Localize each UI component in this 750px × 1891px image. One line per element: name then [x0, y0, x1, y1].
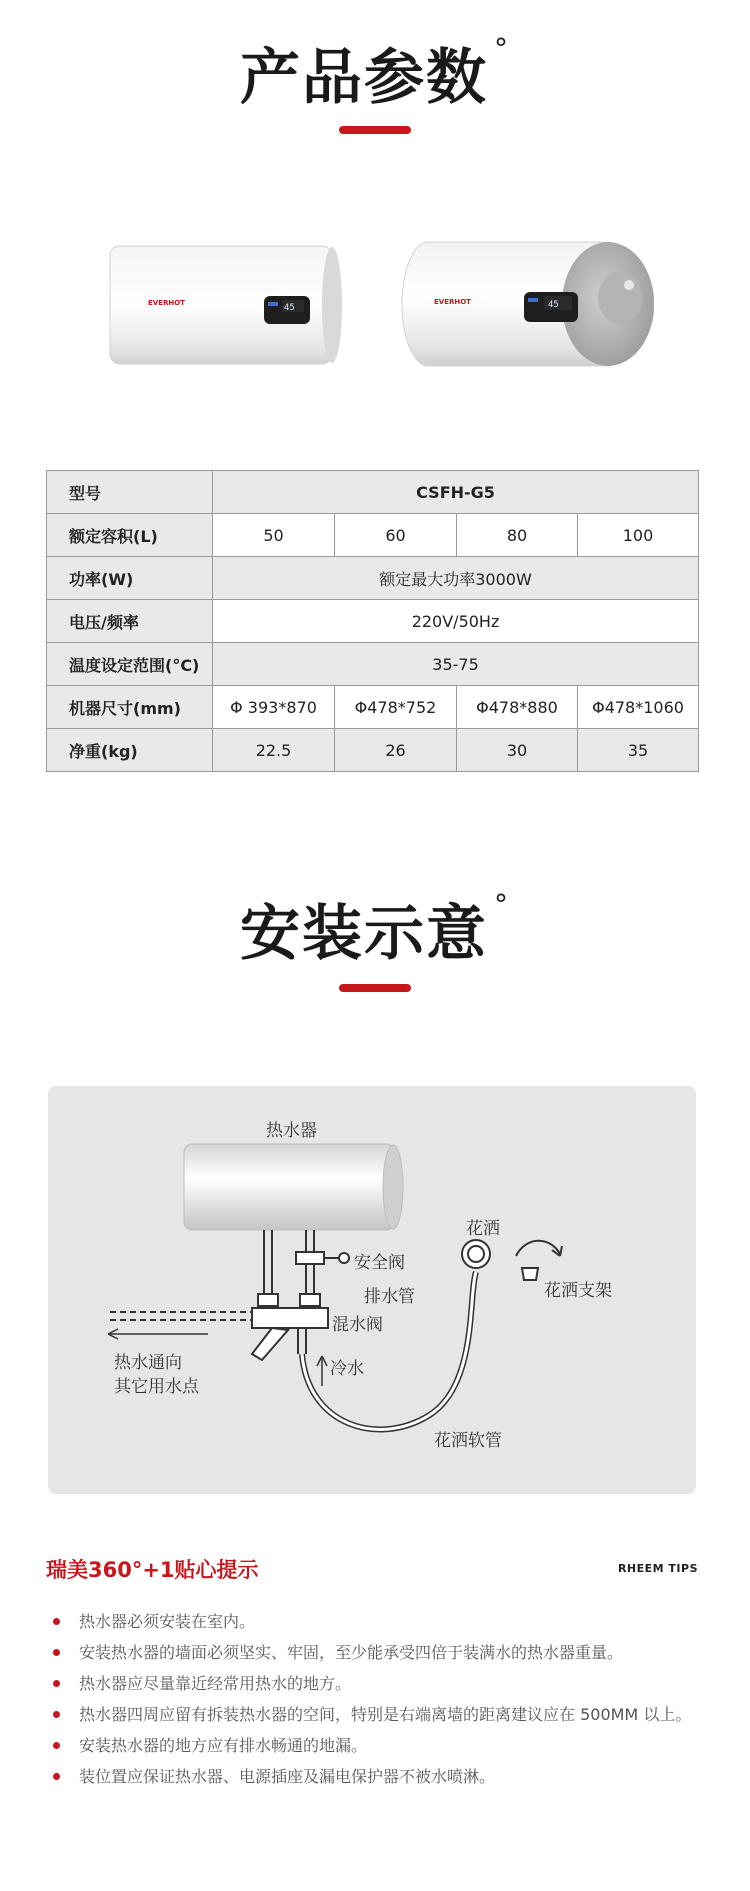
- table-cell: 35: [578, 729, 699, 772]
- table-cell: 100: [578, 514, 699, 557]
- table-row: [47, 514, 699, 557]
- brand-logo-left: EVERHOT: [148, 299, 185, 307]
- label-hot-water-1: 热水通向: [114, 1353, 182, 1373]
- label-cold-water: 冷水: [330, 1359, 364, 1379]
- table-row: [47, 729, 699, 772]
- install-title: 安装示意 °: [240, 888, 510, 969]
- table-cell: Φ 393*870: [213, 686, 335, 729]
- label-shower: 花洒: [466, 1219, 500, 1239]
- table-cell: 80: [457, 514, 578, 557]
- list-item: 安装热水器的地方应有排水畅通的地漏。: [46, 1730, 706, 1761]
- list-item: 热水器必须安装在室内。: [46, 1606, 706, 1637]
- list-item: 热水器应尽量靠近经常用热水的地方。: [46, 1668, 706, 1699]
- label-safety-valve: 安全阀: [354, 1253, 405, 1273]
- table-cell: 26: [335, 729, 457, 772]
- water-heater-image-left: [108, 244, 344, 370]
- tips-title: 瑞美360°+1贴心提示: [46, 1558, 259, 1582]
- table-cell: 220V/50Hz: [213, 600, 699, 643]
- table-row: [47, 686, 699, 729]
- spec-table: [46, 470, 699, 772]
- bullet-icon: [53, 1618, 60, 1625]
- brand-logo-right: EVERHOT: [434, 298, 471, 306]
- table-cell: 50: [213, 514, 335, 557]
- table-row: [47, 557, 699, 600]
- tips-title-en: RHEEM TIPS: [617, 1562, 698, 1575]
- table-cell: 60: [335, 514, 457, 557]
- bullet-icon: [53, 1773, 60, 1780]
- bullet-icon: [53, 1680, 60, 1687]
- table-cell: 22.5: [213, 729, 335, 772]
- water-heater-image-right: [398, 238, 654, 374]
- heater-display-left: 45: [284, 303, 295, 313]
- installation-diagram: [48, 1086, 696, 1494]
- table-cell: Φ478*752: [335, 686, 457, 729]
- row-label: 功率(W): [47, 557, 213, 600]
- list-item: 装位置应保证热水器、电源插座及漏电保护器不被水喷淋。: [46, 1761, 706, 1792]
- row-label: 机器尺寸(mm): [47, 686, 213, 729]
- title-underline: [339, 984, 411, 992]
- label-shower-hose: 花洒软管: [434, 1431, 502, 1451]
- table-row: [47, 643, 699, 686]
- list-item: 安装热水器的墙面必须坚实、牢固，至少能承受四倍于装满水的热水器重量。: [46, 1637, 706, 1668]
- row-label: 型号: [47, 471, 213, 514]
- table-row: [47, 471, 699, 514]
- table-cell: CSFH-G5: [213, 471, 699, 514]
- list-item: 热水器四周应留有拆装热水器的空间，特别是右端离墙的距离建议应在 500MM 以上。: [46, 1699, 706, 1730]
- degree-mark: °: [494, 888, 510, 921]
- row-label: 额定容积(L): [47, 514, 213, 557]
- bullet-icon: [53, 1711, 60, 1718]
- heater-display-right: 45: [548, 300, 559, 310]
- params-title: 产品参数 °: [240, 32, 510, 113]
- table-cell: Φ478*880: [457, 686, 578, 729]
- table-cell: 30: [457, 729, 578, 772]
- table-row: [47, 600, 699, 643]
- degree-mark: °: [494, 32, 510, 65]
- tips-list: [46, 1606, 706, 1792]
- label-drain-pipe: 排水管: [364, 1287, 415, 1307]
- label-mixing-valve: 混水阀: [332, 1315, 383, 1335]
- table-cell: 35-75: [213, 643, 699, 686]
- bullet-icon: [53, 1649, 60, 1656]
- row-label: 净重(kg): [47, 729, 213, 772]
- label-hot-water-2: 其它用水点: [114, 1377, 199, 1397]
- row-label: 温度设定范围(°C): [47, 643, 213, 686]
- label-shower-bracket: 花洒支架: [544, 1281, 612, 1301]
- table-cell: Φ478*1060: [578, 686, 699, 729]
- bullet-icon: [53, 1742, 60, 1749]
- row-label: 电压/频率: [47, 600, 213, 643]
- table-cell: 额定最大功率3000W: [213, 557, 699, 600]
- title-underline: [339, 126, 411, 134]
- label-heater: 热水器: [266, 1121, 317, 1141]
